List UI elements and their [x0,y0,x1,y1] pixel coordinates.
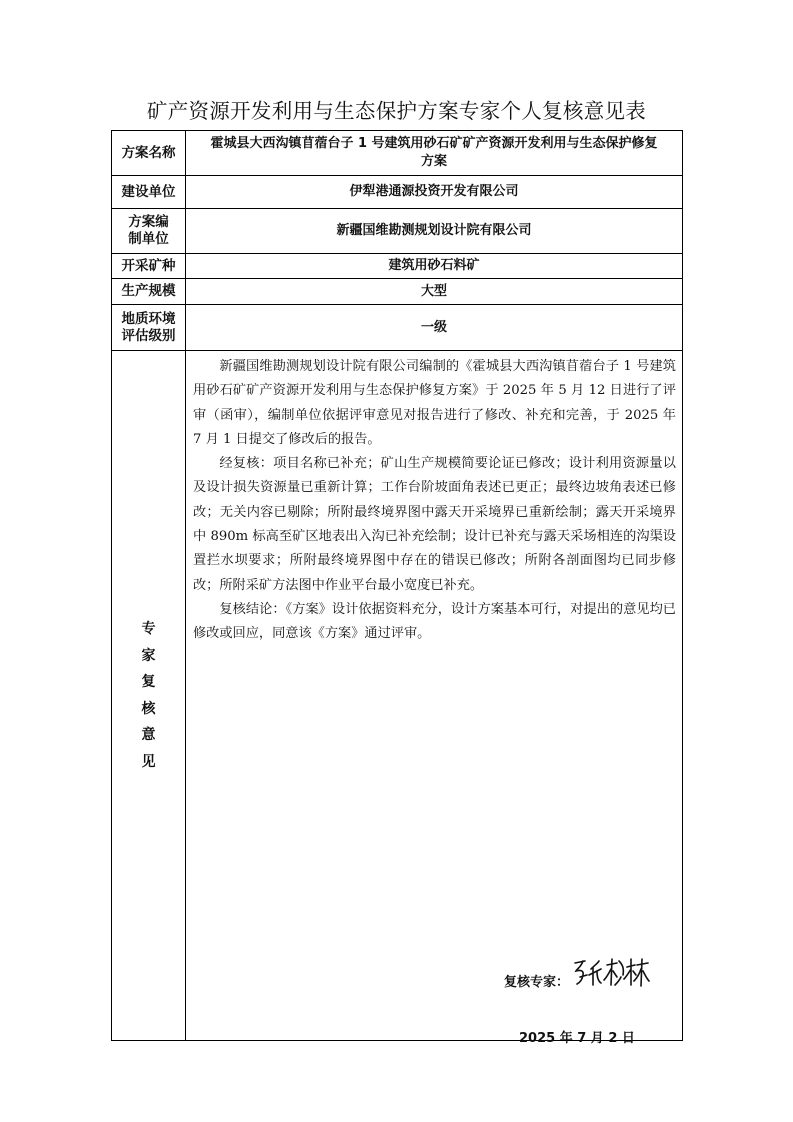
row-label: 生产规模 [112,279,186,305]
opinion-paragraph: 复核结论：《方案》设计依据资料充分，设计方案基本可行，对提出的意见均已修改或回应，同意该《方案》通过评审。 [193,601,676,642]
row-value-scale: 大型 [186,279,683,305]
table-row [112,209,683,254]
row-label: 建设单位 [112,176,186,209]
opinion-paragraph: 经复核：项目名称已补充；矿山生产规模简要论证已修改；设计利用资源量以及设计损失资源量已重新计算；工作台阶坡面角表述已更正；最终边坡角表述已修改；无关内容已剔除；所附最终境界图中露天开采境界已重新绘制；露天开采境界中 890m 标高至矿区地表出入沟已补充绘制；设计已补充与露天采场相连的沟渠设置拦水坝要求；所附最终境界图中存在的错误已修改；所附各剖面图均已同步修改；所附采矿方法图中作业平台最小宽度已补充。 [193,456,676,593]
table-row [112,176,683,209]
page-title: 矿产资源开发利用与生态保护方案专家个人复核意见表 [146,99,647,123]
table-row [112,279,683,305]
review-form-table [111,130,683,1046]
row-label: 地质环境评估级别 [121,310,176,344]
table-row [112,254,683,279]
opinion-body [186,351,683,1046]
table-row [112,305,683,351]
row-value-construction-unit: 伊犁港通源投资开发有限公司 [186,176,683,209]
row-label: 开采矿种 [112,254,186,279]
opinion-label: 专家复核意见 [141,621,156,770]
signer-label: 复核专家： [504,975,570,990]
opinion-text [186,355,682,647]
opinion-paragraph: 新疆国维勘测规划设计院有限公司编制的《霍城县大西沟镇苜蓿台子 1 号建筑用砂石矿矿产资源开发利用与生态保护修复方案》于 2025 年 5 月 12 日进行了评审（函审），编制单位依据评审意见对报告进行了修改、补充和完善，于 2025 年 7 月 1 日提交了修改后的报告。 [193,359,676,447]
row-label: 方案名称 [112,131,186,176]
row-value-assessment-level: 一级 [186,305,683,351]
row-value-plan-name: 霍城县大西沟镇苜蓿台子 1 号建筑用砂石矿矿产资源开发利用与生态保护修复方案 [186,131,683,176]
handwritten-signature [571,955,651,989]
table-row [112,131,683,176]
row-value-compiler: 新疆国维勘测规划设计院有限公司 [186,209,683,254]
row-value-mineral: 建筑用砂石料矿 [186,254,683,279]
review-date: 2025 年 7 月 2 日 [519,1031,635,1046]
opinion-row [112,351,683,1041]
row-label: 方案编制单位 [128,214,169,247]
